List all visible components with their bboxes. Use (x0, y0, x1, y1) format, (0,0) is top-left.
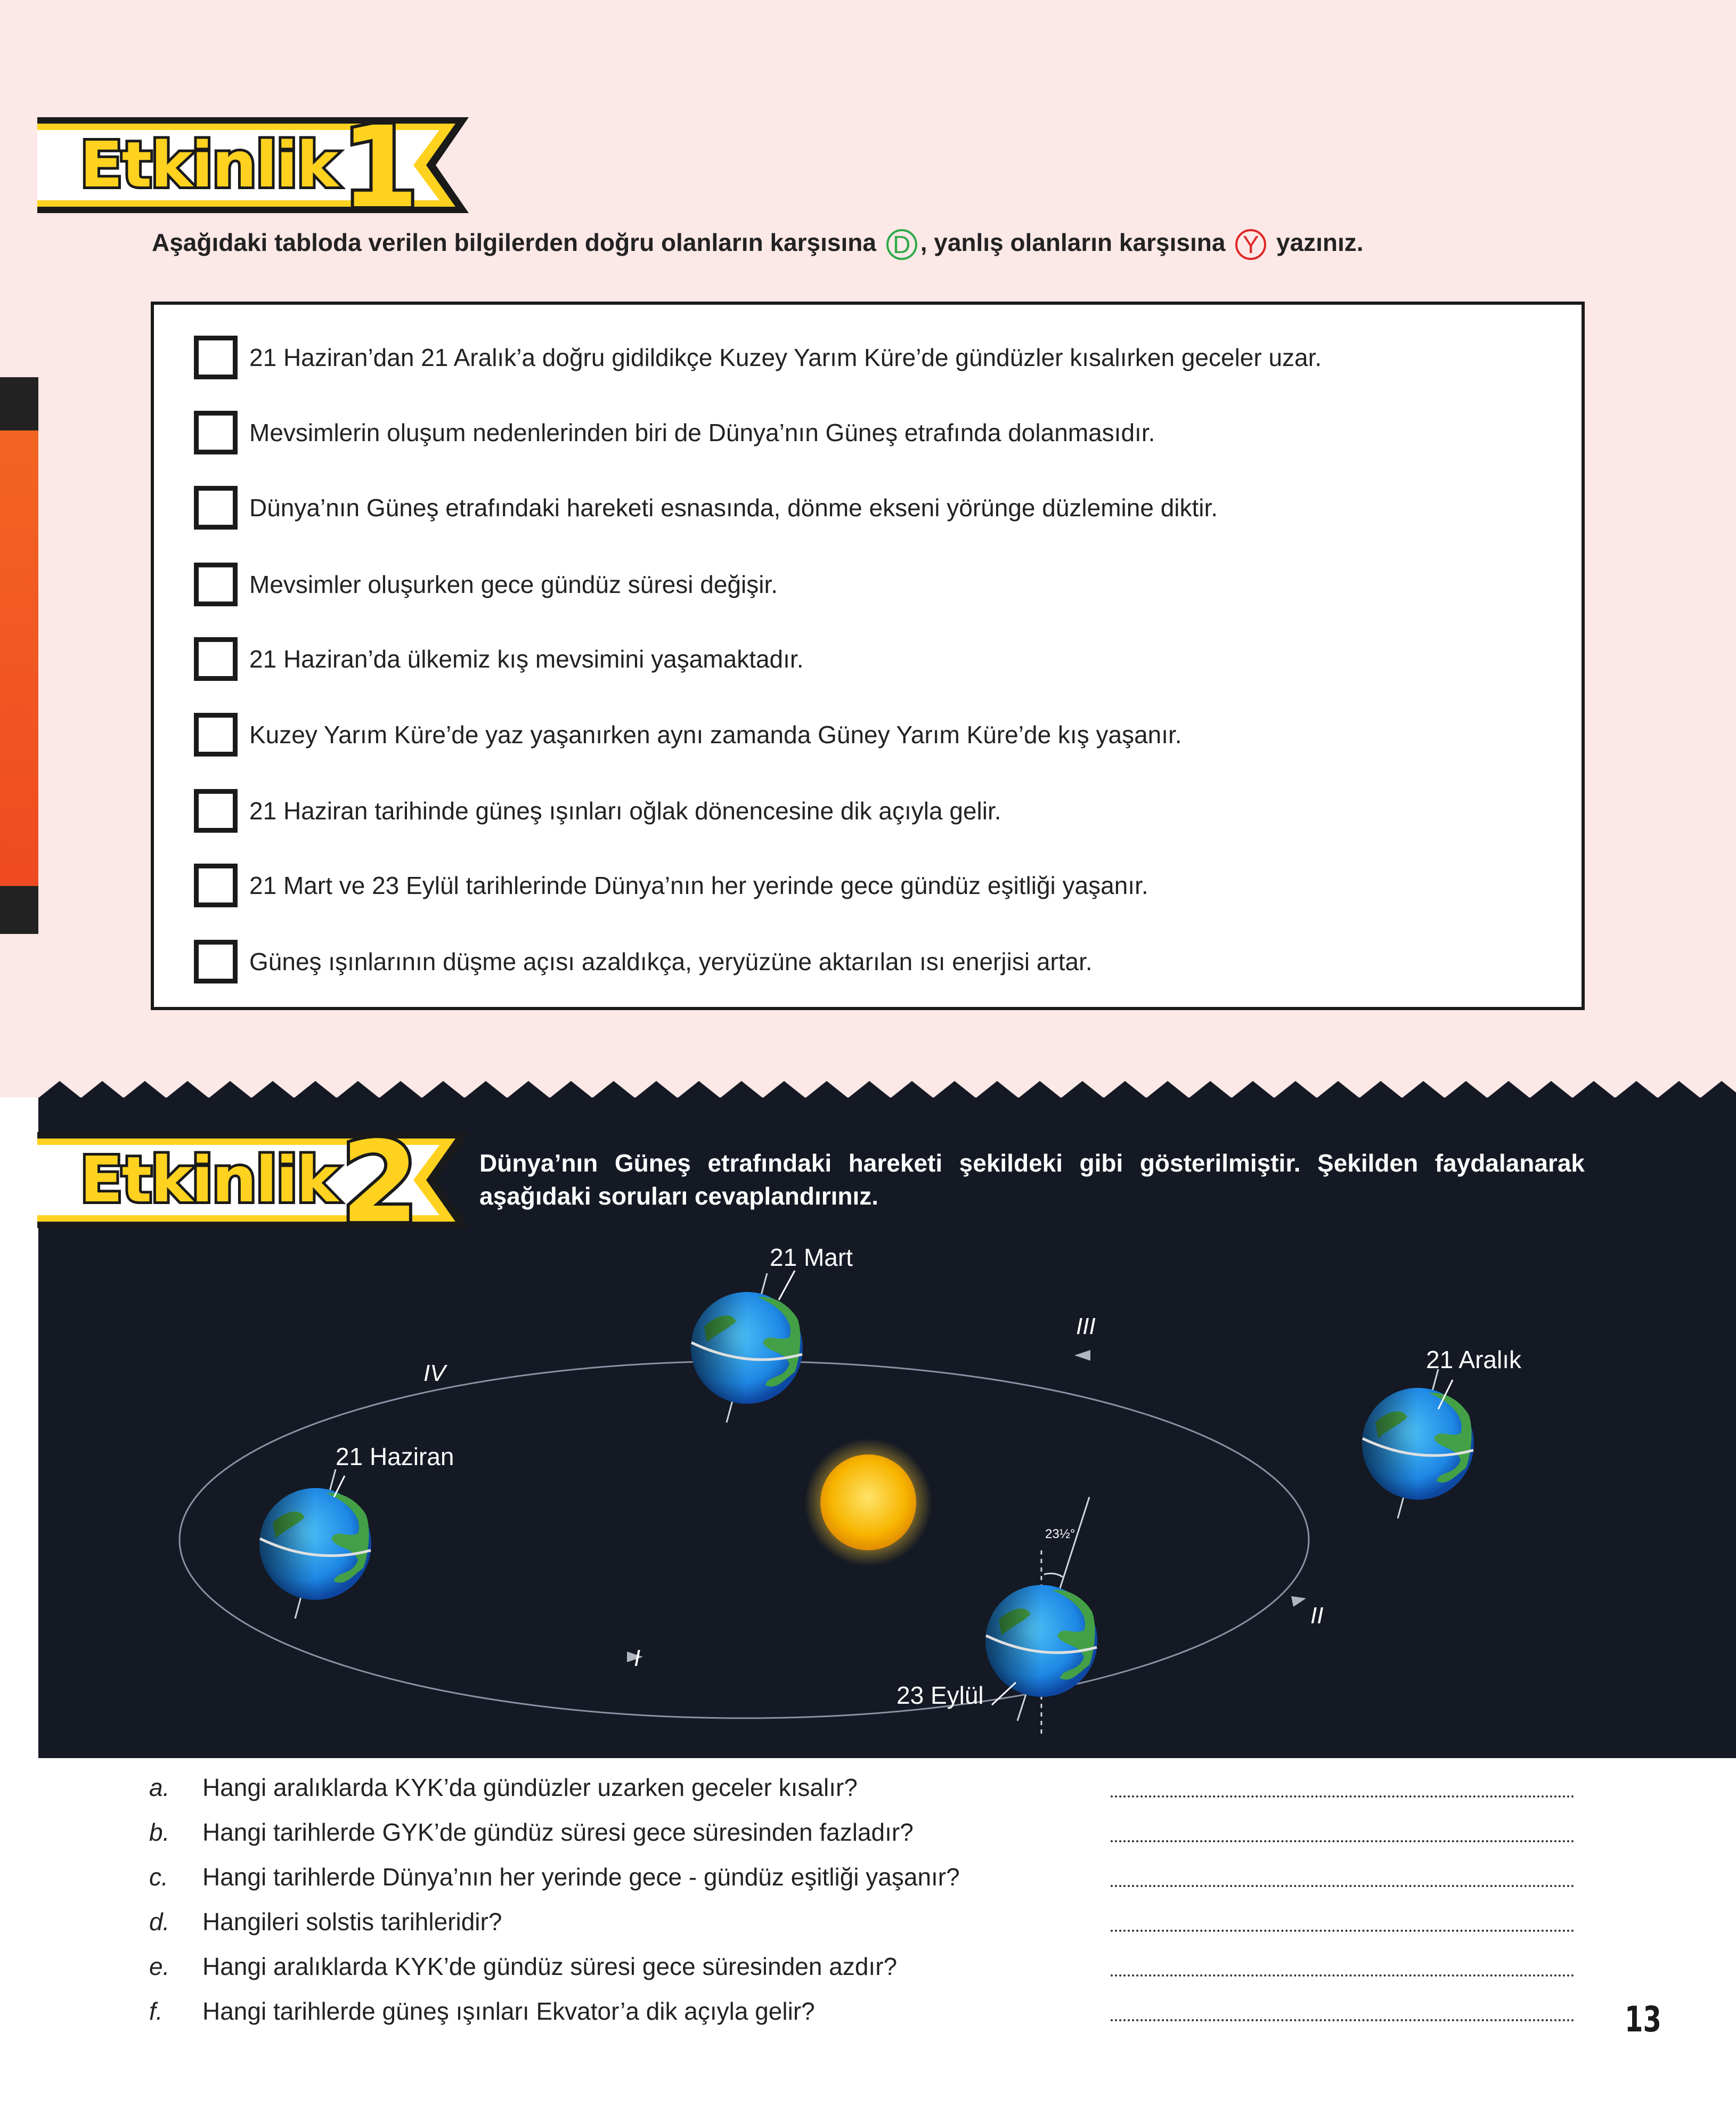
statement-row (194, 409, 1155, 457)
statement-row (194, 787, 1001, 835)
true-symbol: D (886, 229, 917, 260)
statement-text: Mevsimler oluşurken gece gündüz süresi değişir. (249, 571, 778, 598)
earth-march-icon (691, 1273, 803, 1422)
question-text: Hangi tarihlerde güneş ışınları Ekvator’a dik açıyla gelir? (202, 1997, 815, 2025)
statement-row (194, 484, 1218, 532)
statement-row (194, 334, 1322, 381)
label-23-eylul: 23 Eylül (896, 1681, 984, 1709)
question-row (149, 1769, 1587, 1806)
page-number: 13 (1625, 1999, 1661, 2040)
question-text: Hangi tarihlerde GYK’de gündüz süresi gece süresinden fazladır? (202, 1818, 914, 1846)
interval-i: I (634, 1645, 641, 1671)
answer-line[interactable] (1111, 1840, 1574, 1842)
question-letter: e. (149, 1953, 170, 1980)
label-21-aralik: 21 Aralık (1426, 1346, 1521, 1373)
earth-june-icon (259, 1469, 371, 1619)
interval-iii: III (1076, 1313, 1096, 1339)
answer-line[interactable] (1111, 1885, 1574, 1887)
answer-checkbox[interactable] (194, 486, 238, 530)
statement-row (194, 635, 803, 683)
earth-december-icon (1362, 1369, 1474, 1518)
question-letter: d. (149, 1908, 170, 1936)
answer-checkbox[interactable] (194, 940, 238, 983)
side-tab-stripe (0, 430, 38, 886)
activity-1-title: Etkinlik (80, 128, 338, 201)
instruction-middle: , yanlış olanların karşısına (920, 229, 1226, 256)
statement-text: Mevsimlerin oluşum nedenlerinden biri de Dünya’nın Güneş etrafında dolanmasıdır. (249, 419, 1155, 446)
question-row (149, 1814, 1587, 1851)
orbit-diagram (38, 1225, 1736, 1758)
statement-row (194, 938, 1093, 986)
statement-text: Kuzey Yarım Küre’de yaz yaşanırken aynı zamanda Güney Yarım Küre’de kış yaşanır. (249, 721, 1182, 749)
orbit-arrow (1291, 1596, 1306, 1607)
answer-line[interactable] (1111, 2019, 1574, 2021)
question-text: Hangileri solstis tarihleridir? (202, 1908, 502, 1936)
answer-checkbox[interactable] (194, 563, 238, 606)
instruction-before: Aşağıdaki tabloda verilen bilgilerden doğru olanların karşısına (152, 229, 876, 256)
sun-icon (820, 1454, 916, 1550)
answer-checkbox[interactable] (194, 336, 238, 379)
interval-ii: II (1310, 1603, 1324, 1629)
question-row (149, 1858, 1587, 1896)
activity-2-title: Etkinlik (80, 1143, 338, 1216)
statement-text: Dünya’nın Güneş etrafındaki hareketi esnasında, dönme ekseni yörünge düzlemine diktir. (249, 494, 1218, 522)
side-tab (0, 377, 38, 934)
activity-1-banner (37, 102, 479, 233)
question-letter: a. (149, 1774, 170, 1801)
question-row (149, 1903, 1587, 1940)
activity-2-intro: Dünya’nın Güneş etrafındaki hareketi şekildeki gibi gösterilmiştir. Şekilden faydalanarak aşağıdaki soruları cevaplandırınız. (479, 1149, 1585, 1210)
question-row (149, 1948, 1587, 1985)
activity-2-number: 2 (341, 1117, 419, 1248)
activity-1-instruction (152, 228, 1364, 260)
question-letter: b. (149, 1818, 170, 1846)
statements-table (151, 302, 1585, 1010)
orbit-arrow (1074, 1350, 1090, 1361)
instruction-after: yazınız. (1276, 229, 1364, 256)
statement-text: 21 Haziran’dan 21 Aralık’a doğru gidildikçe Kuzey Yarım Küre’de gündüzler kısalırken geceler uzar. (249, 344, 1322, 371)
question-letter: f. (149, 1997, 163, 2025)
answer-checkbox[interactable] (194, 713, 238, 757)
label-21-mart: 21 Mart (770, 1243, 853, 1271)
label-21-haziran: 21 Haziran (336, 1443, 454, 1470)
question-text: Hangi tarihlerde Dünya’nın her yerinde gece - gündüz eşitliği yaşanır? (202, 1863, 960, 1891)
zigzag-divider (38, 1074, 1736, 1100)
statement-row (194, 711, 1182, 759)
false-symbol: Y (1235, 229, 1266, 260)
activity-2-banner (37, 1117, 479, 1248)
answer-checkbox[interactable] (194, 411, 238, 454)
statement-text: Güneş ışınlarının düşme açısı azaldıkça, yeryüzüne aktarılan ısı enerjisi artar. (249, 948, 1093, 975)
statement-text: 21 Haziran tarihinde güneş ışınları oğlak dönencesine dik açıyla gelir. (249, 797, 1001, 825)
earth-september-icon (985, 1497, 1097, 1737)
statement-text: 21 Haziran’da ülkemiz kış mevsimini yaşamaktadır. (249, 645, 804, 673)
answer-line[interactable] (1111, 1930, 1574, 1932)
activity-1-number: 1 (341, 102, 419, 233)
question-text: Hangi aralıklarda KYK’de gündüz süresi gece süresinden azdır? (202, 1953, 898, 1980)
statement-row (194, 861, 1148, 909)
answer-checkbox[interactable] (194, 637, 238, 681)
interval-iv: IV (423, 1360, 446, 1386)
statement-row (194, 560, 778, 608)
question-row (149, 1993, 1587, 2030)
label-tilt-angle: 23½° (1045, 1527, 1075, 1541)
answer-checkbox[interactable] (194, 789, 238, 833)
answer-line[interactable] (1111, 1974, 1574, 1977)
statement-text: 21 Mart ve 23 Eylül tarihlerinde Dünya’nın her yerinde gece gündüz eşitliği yaşanır. (249, 872, 1148, 899)
question-text: Hangi aralıklarda KYK’da gündüzler uzarken geceler kısalır? (202, 1774, 858, 1801)
answer-line[interactable] (1111, 1795, 1574, 1798)
question-letter: c. (149, 1863, 168, 1891)
answer-checkbox[interactable] (194, 864, 238, 907)
